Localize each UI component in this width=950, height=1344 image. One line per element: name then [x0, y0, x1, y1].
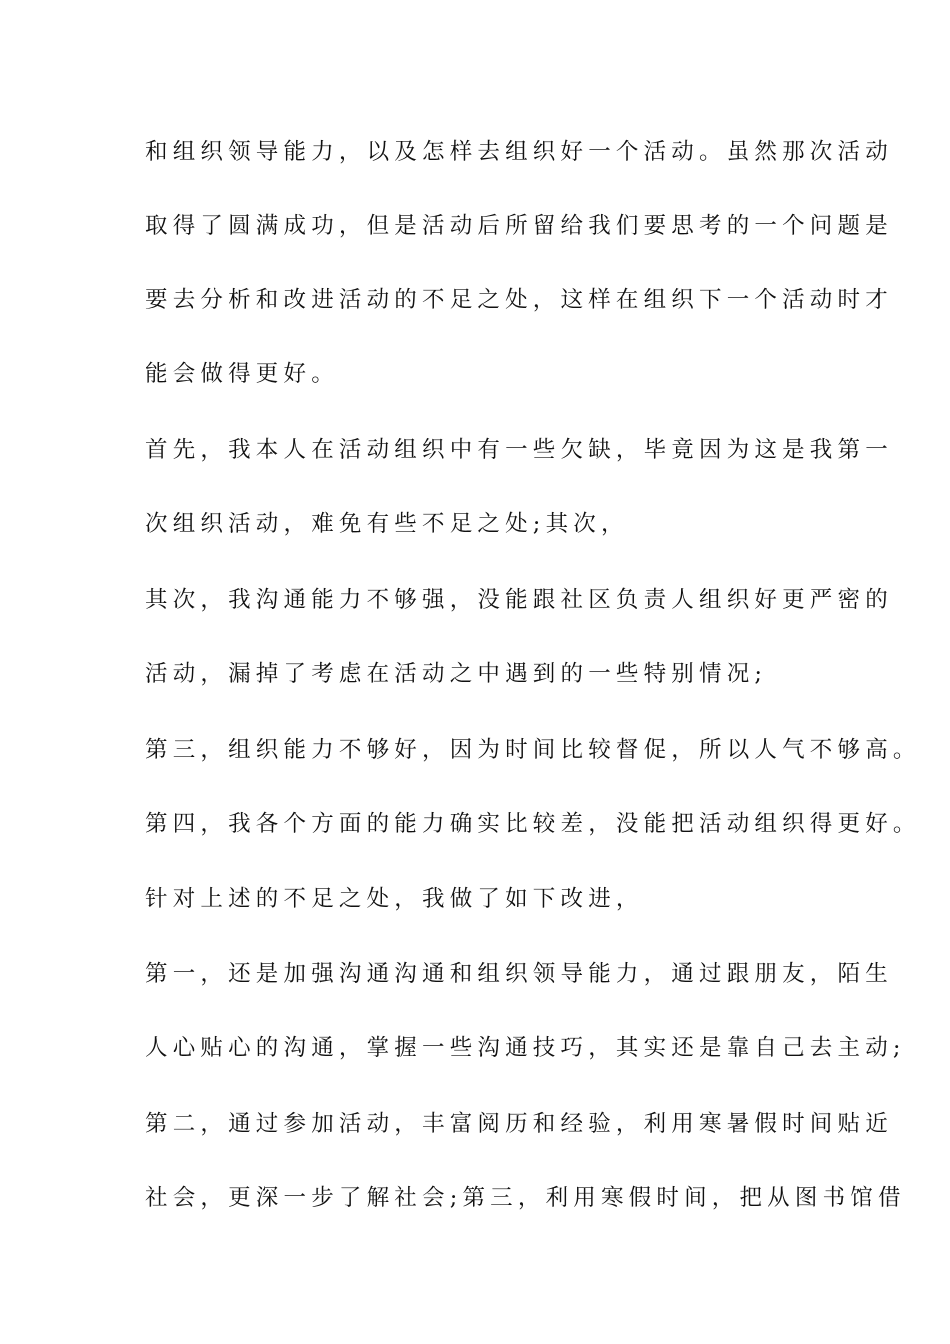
text-line: 第四，我各个方面的能力确实比较差，没能把活动组织得更好。 — [145, 811, 921, 837]
text-line: 针对上述的不足之处，我做了如下改进， — [145, 886, 644, 912]
text-line: 人心贴心的沟通，掌握一些沟通技巧，其实还是靠自己去主动; — [145, 1035, 906, 1061]
text-line: 第一，还是加强沟通沟通和组织领导能力，通过跟朋友，陌生 — [145, 961, 893, 987]
text-line: 取得了圆满成功，但是活动后所留给我们要思考的一个问题是 — [145, 213, 893, 239]
text-line: 和组织领导能力，以及怎样去组织好一个活动。虽然那次活动 — [145, 139, 893, 165]
text-line: 次组织活动，难免有些不足之处;其次， — [145, 511, 629, 537]
text-line: 社会，更深一步了解社会;第三，利用寒假时间，把从图书馆借 — [145, 1185, 906, 1211]
text-line: 能会做得更好。 — [145, 361, 339, 387]
text-line: 其次，我沟通能力不够强，没能跟社区负责人组织好更严密的 — [145, 587, 893, 613]
text-line: 第二，通过参加活动，丰富阅历和经验，利用寒暑假时间贴近 — [145, 1111, 893, 1137]
text-line: 要去分析和改进活动的不足之处，这样在组织下一个活动时才 — [145, 287, 893, 313]
text-line: 第三，组织能力不够好，因为时间比较督促，所以人气不够高。 — [145, 737, 921, 763]
text-line: 活动，漏掉了考虑在活动之中遇到的一些特别情况; — [145, 661, 768, 687]
text-line: 首先，我本人在活动组织中有一些欠缺，毕竟因为这是我第一 — [145, 437, 893, 463]
